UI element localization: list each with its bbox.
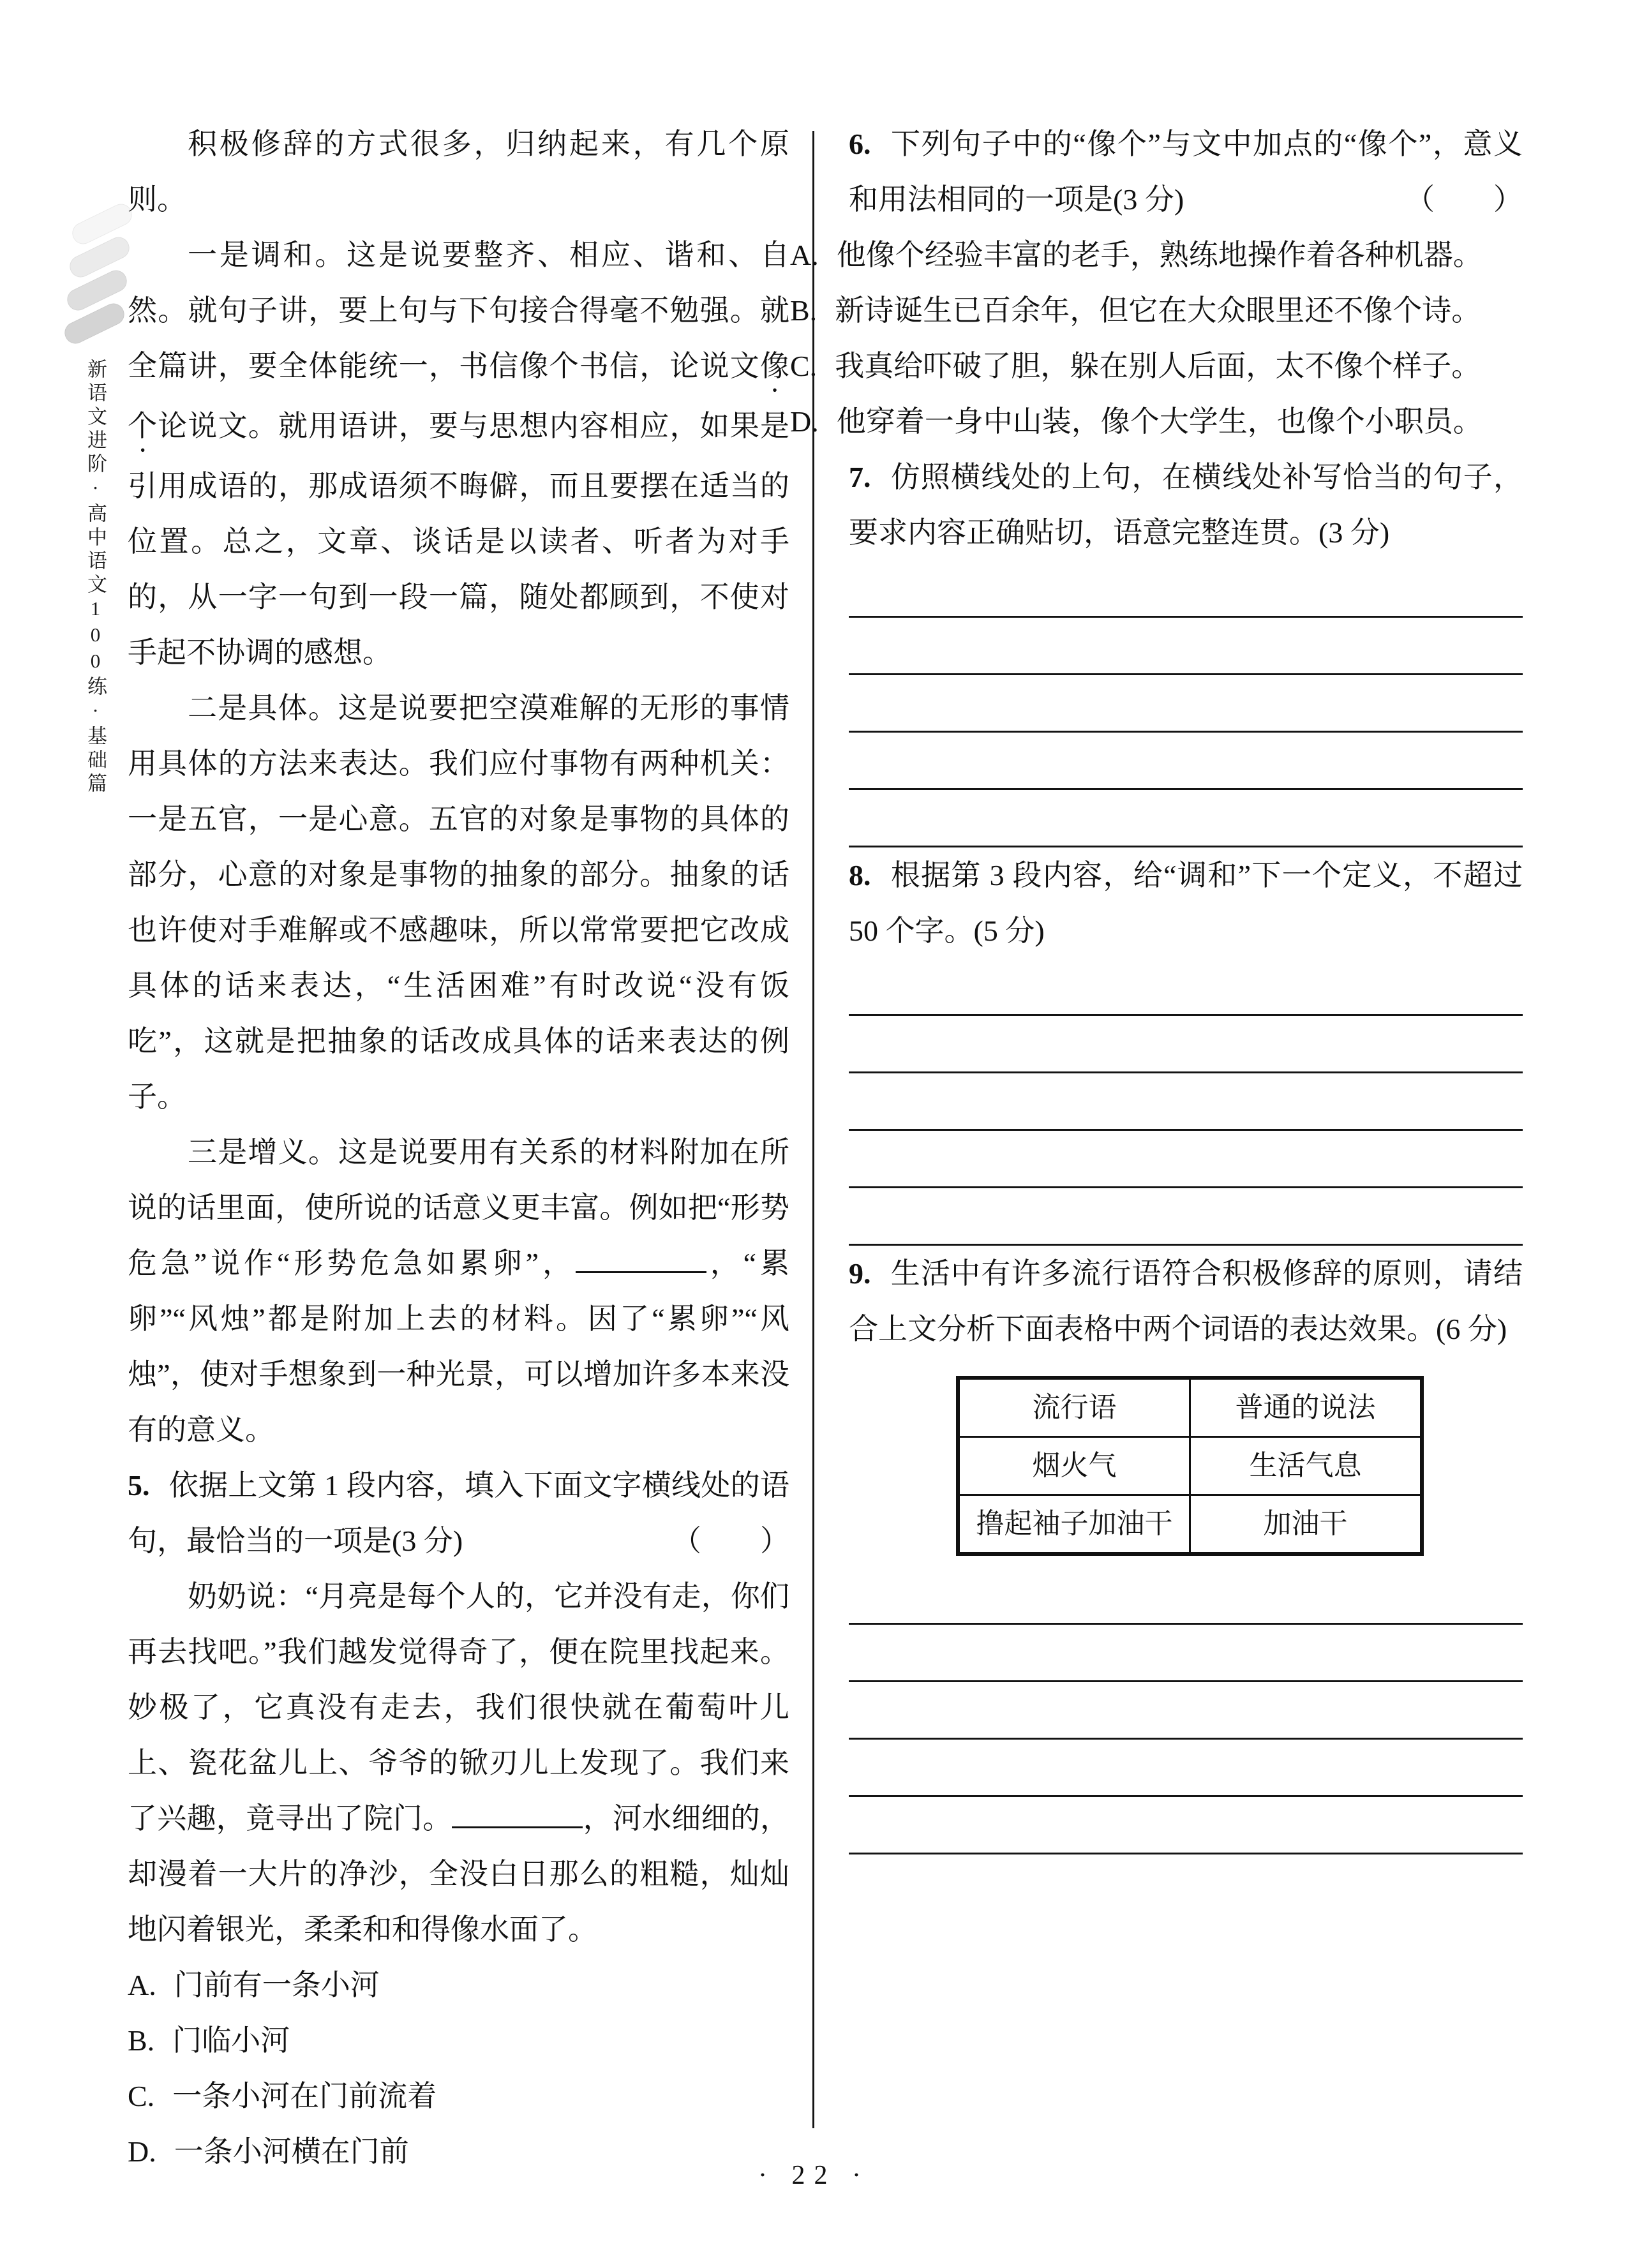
table-row [958,1495,1422,1555]
passage-paragraph-4 [128,1124,789,1458]
stem-text: 生活中有许多流行语符合积极修辞的原则，请结合上文分析下面表格中两个词语的表达效果。(6 分) [849,1257,1523,1345]
question-number: 9. [849,1257,871,1290]
answer-line [849,1131,1523,1188]
option-label: A. [790,239,819,271]
answer-line [849,1188,1523,1246]
paragraph-text: 三是增义。这是说要用有关系的材料附加在所说的话里面，使所说的话意义更丰富。例如把“形势危急”说作“形势危急如累卵”， [128,1136,789,1279]
option-label: C. [128,2080,155,2112]
question-9-stem [849,1246,1523,1357]
option-text: 一条小河在门前流着 [172,2080,437,2112]
option-text: 一条小河横在门前 [174,2135,409,2168]
answer-brackets: （ ） [672,1525,789,1557]
q6-option-a [790,227,1523,283]
option-text: 门前有一条小河 [174,1969,380,2001]
fill-in-blank [576,1242,706,1273]
q9-answer-lines [849,1567,1523,1854]
answer-line [849,675,1523,733]
option-text: 新诗诞生已百余年，但它在大众眼里还不像个诗。 [835,294,1481,327]
answer-line [849,733,1523,790]
stem-text: 根据第 3 段内容，给“调和”下一个定义，不超过 50 个字。(5 分) [849,859,1523,947]
stem-text: 依据上文第 1 段内容，填入下面文字横线处的语句，最恰当的一项是(3 分) [128,1469,789,1557]
table-header-cell: 流行语 [958,1378,1190,1437]
answer-line [849,1740,1523,1797]
table-header-row [958,1378,1422,1437]
answer-line [849,1073,1523,1131]
answer-line [849,1625,1523,1682]
left-column [128,116,789,2179]
quote-text: 奶奶说：“月亮是每个人的，它并没有走，你们再去找吧。”我们越发觉得奇了，便在院里找起来。妙极了，它真没有走去，我们很快就在葡萄叶儿上、瓷花盆儿上、爷爷的锨刃儿上发现了。我们来了兴趣，竟寻出了院门。 [128,1580,789,1835]
question-number: 5. [128,1469,150,1502]
table-cell: 烟火气 [958,1437,1190,1495]
answer-brackets: （ ） [1405,183,1523,216]
paragraph-text: 一是调和。这是说要整齐、相应、谐和、自然。就句子讲，要上句与下句接合得毫不勉强。就全篇讲，要全体能统一，书信像个书信，论说文 [128,239,789,382]
table-cell: 加油干 [1190,1495,1423,1555]
q6-option-b [790,283,1523,338]
table-cell: 撸起袖子加油干 [958,1495,1190,1555]
passage-paragraph-2 [128,227,789,680]
option-text: 我真给吓破了胆，躲在别人后面，太不像个样子。 [835,350,1481,382]
table-row [958,1437,1422,1495]
paragraph-text: ，“累卵”“风烛”都是附加上去的材料。因了“累卵”“风烛”，使对手想象到一种光景，可以增加许多本来没有的意义。 [128,1247,789,1446]
question-5-stem [128,1458,789,1569]
answer-line [849,560,1523,618]
option-label: A. [128,1969,156,2001]
option-label: C. [790,350,818,382]
paragraph-text: 二是具体。这是说要把空漠难解的无形的事情用具体的方法来表达。我们应付事物有两种机关：一是五官，一是心意。五官的对象是事物的具体的部分，心意的对象是事物的抽象的部分。抽象的话也许使对手难解或不感趣味，所以常常要把它改成具体的话来表达，“生活困难”有时改说“没有饭吃”，这就是把抽象的话改成具体的话来表达的例子。 [128,692,789,1113]
answer-line [849,790,1523,847]
question-number: 7. [849,461,871,493]
answer-line [849,1016,1523,1073]
q6-option-c [790,338,1523,394]
passage-paragraph-3 [128,680,789,1124]
stem-text: 仿照横线处的上句，在横线处补写恰当的句子，要求内容正确贴切，语意完整连贯。(3 分) [849,461,1523,549]
question-7-stem [849,449,1523,560]
question-number: 6. [849,128,871,160]
answer-line [849,1797,1523,1854]
right-column [790,116,1523,1854]
brand-logo [61,211,138,357]
option-label: B. [128,2024,155,2057]
sidebar-series-title: 新语文进阶·高中语文100练·基础篇 [84,359,107,796]
option-text: 他像个经验丰富的老手，熟练地操作着各种机器。 [836,239,1482,271]
paragraph-text: 积极修辞的方式很多，归纳起来，有几个原则。 [128,128,789,216]
q5-option-c [128,2068,789,2124]
question-5-quote [128,1569,789,1957]
option-label: D. [128,2135,156,2168]
option-text: 门临小河 [172,2024,290,2057]
fill-in-blank [452,1797,583,1828]
answer-line [849,959,1523,1016]
q5-option-b [128,2013,789,2068]
q5-option-a [128,1957,789,2013]
answer-line [849,1567,1523,1625]
q9-table [956,1376,1424,1556]
q7-answer-lines [849,560,1523,847]
q6-option-d [790,394,1523,449]
stem-text: 下列句子中的“像个”与文中加点的“像个”，意义和用法相同的一项是(3 分) [849,128,1523,216]
option-text: 他穿着一身中山装，像个大学生，也像个小职员。 [836,405,1482,438]
answer-line [849,1682,1523,1740]
option-label: B. [790,294,818,327]
paragraph-text: 论说文。就用语讲，要与思想内容相应，如果是引用成语的，那成语须不晦僻，而且要摆在适当的位置。总之，文章、谈话是以读者、听者为对手的，从一字一句到一段一篇，随处都顾到，不使对手起不协调的感想。 [128,410,790,669]
quote-text: ，河水细细的，却漫着一大片的净沙，全没白日那么的粗糙，灿灿地闪着银光，柔柔和和得像水面了。 [128,1802,790,1946]
page-number: · 22 · [758,2161,870,2190]
question-8-stem [849,847,1523,959]
table-header-cell: 普通的说法 [1190,1378,1423,1437]
q8-answer-lines [849,959,1523,1246]
option-label: D. [790,405,819,438]
emphasized-term: 像个 [128,350,789,442]
passage-paragraph-1 [128,116,789,227]
question-number: 8. [849,859,871,892]
question-6-stem [849,116,1523,227]
table-cell: 生活气息 [1190,1437,1423,1495]
answer-line [849,618,1523,675]
